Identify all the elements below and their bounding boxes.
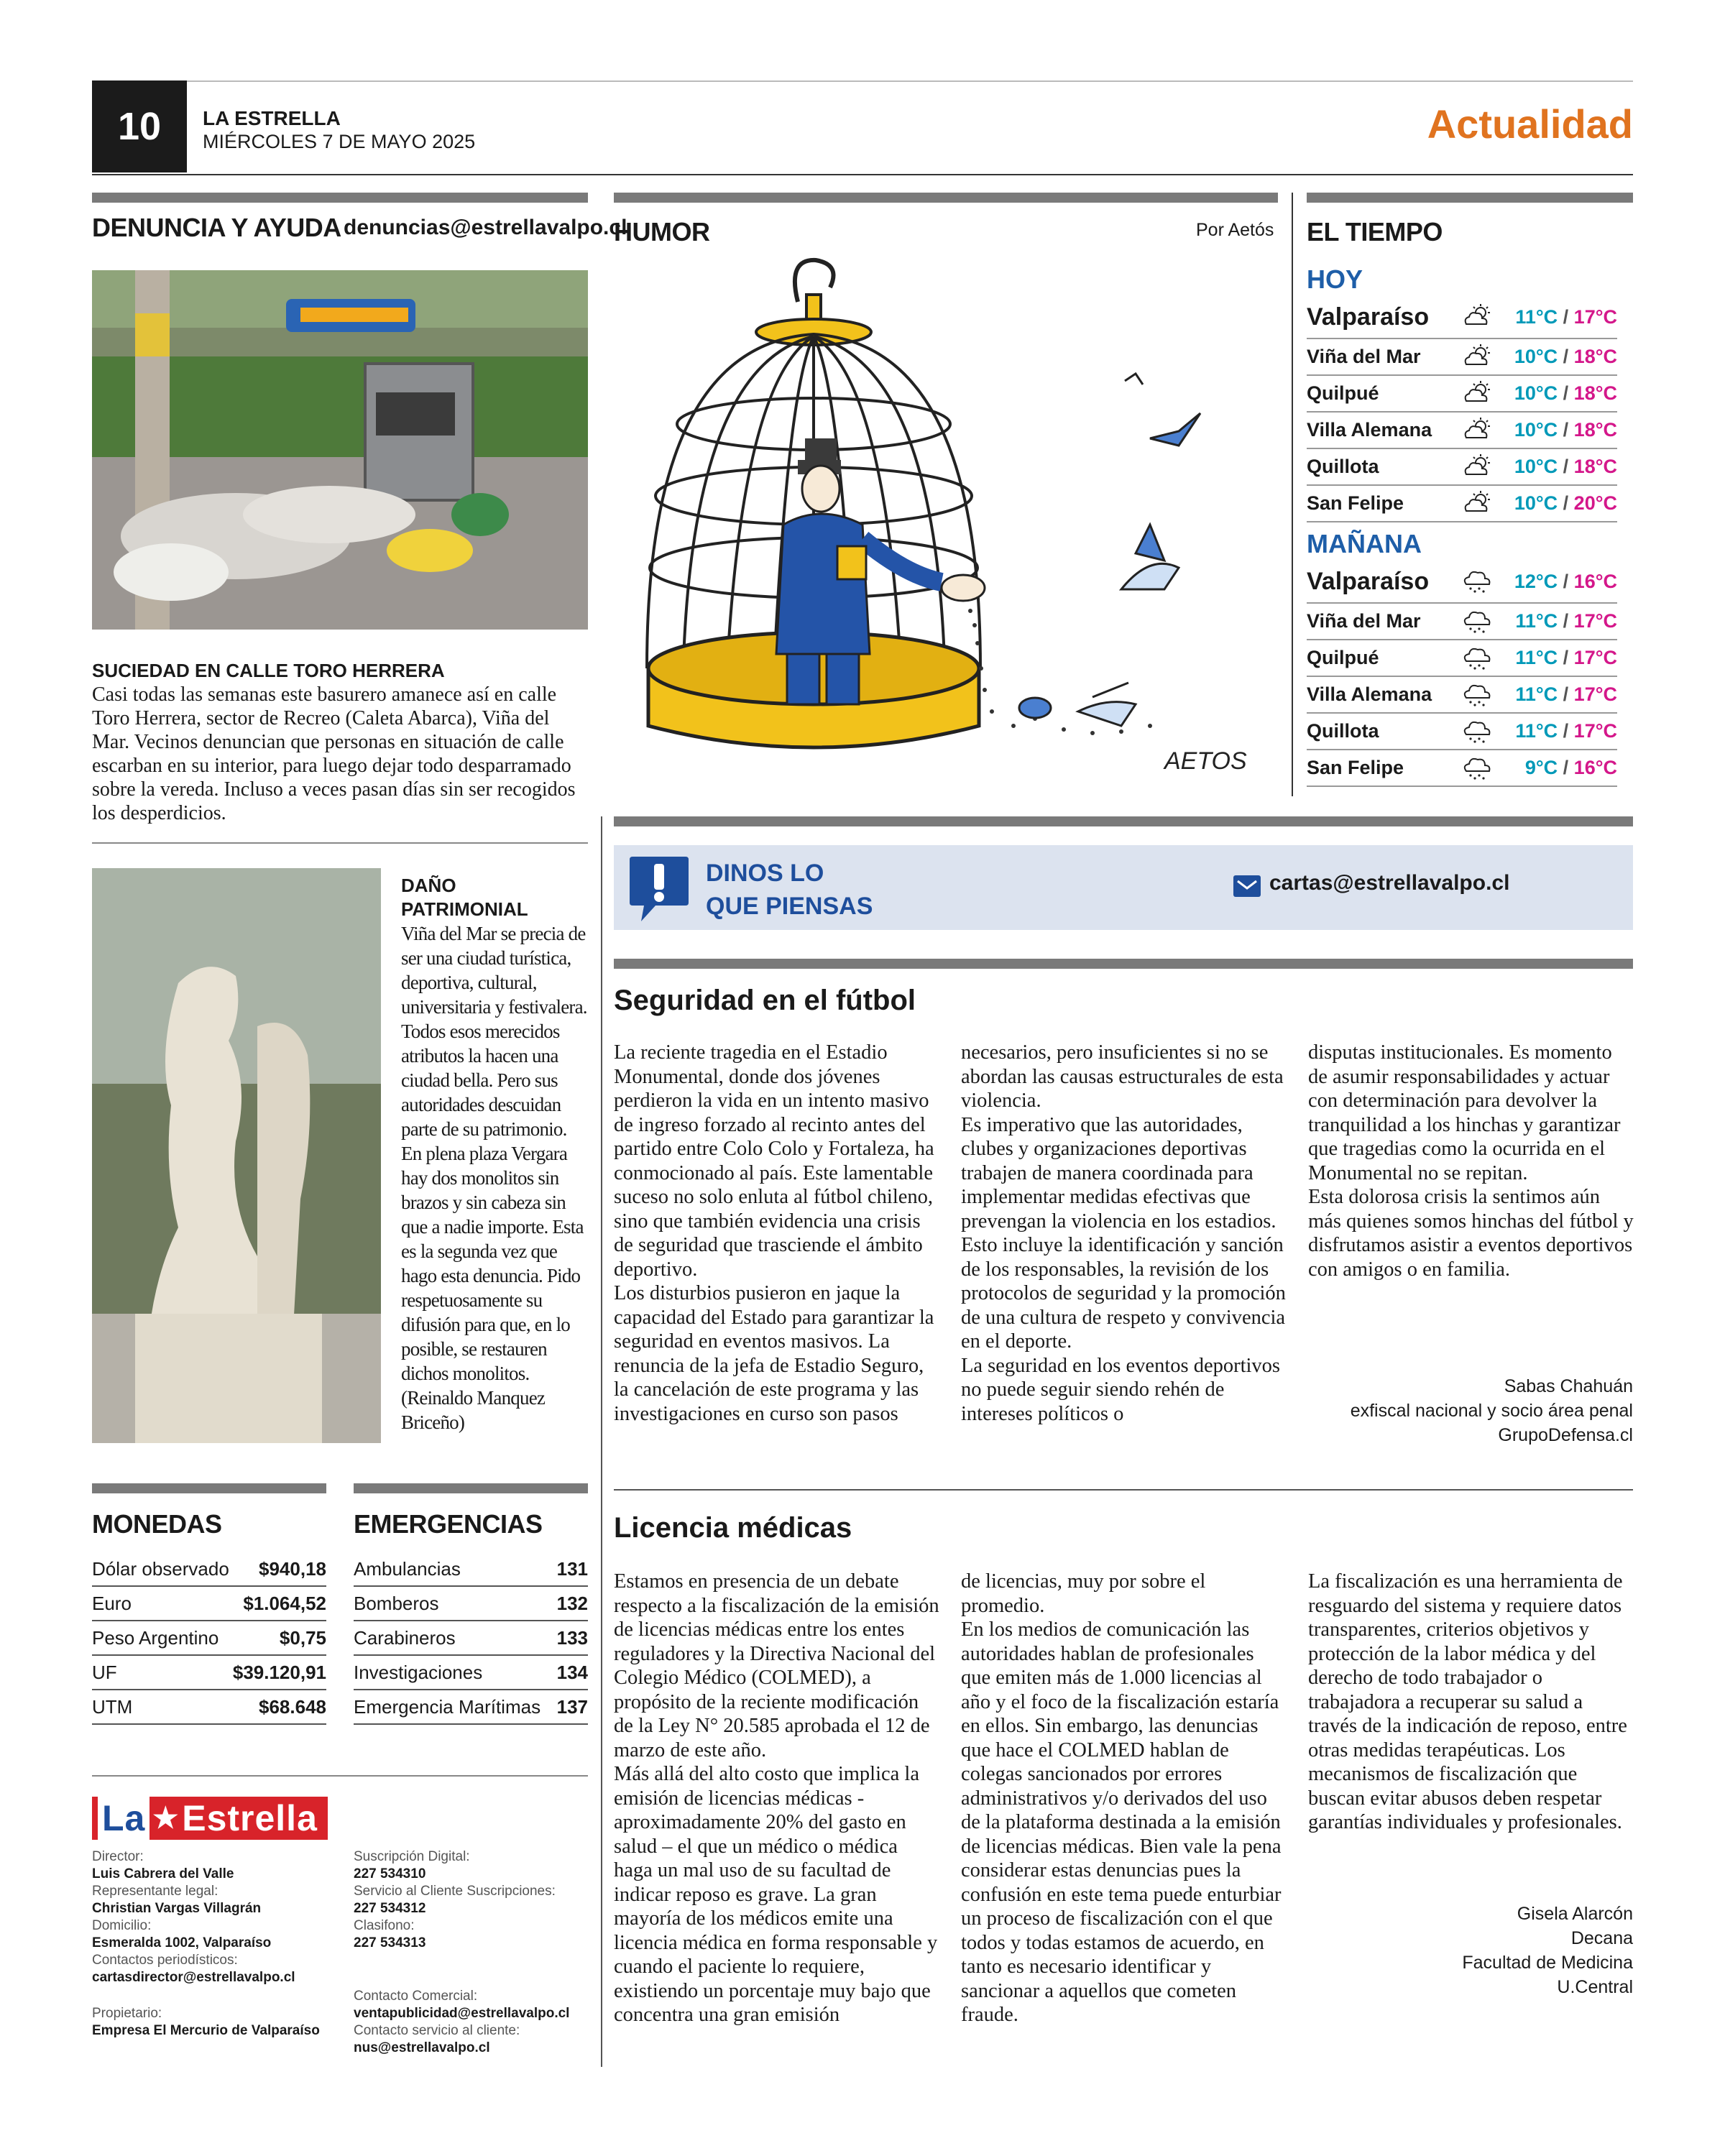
letter-column: necesarios, pero insuficientes si no se abordan las causas estructurales de esta violencia. Es imperativo que las autoridades, clubes y organizaciones deportivas trabajen de manera coordinada para implementar medidas efectivas que prevengan la violencia en los estadios. Esto incluye la identificación y sanción de los responsables, la revisión de los protocolos de seguridad y la promoción de una cultura de respeto y convivencia en el deporte. La seguridad en los eventos deportivos no puede seguir siendo rehén de intereses políticos o [961,1041,1286,1425]
temp-max: 20°C [1573,492,1617,514]
domicilio-label: Domicilio: [92,1918,152,1933]
city-name: Viña del Mar [1307,610,1421,632]
humor-byline: Por Aetós [1196,220,1274,240]
signature-role: exfiscal nacional y socio área penal [1350,1401,1633,1421]
partly-cloudy-icon [1460,416,1492,445]
temperature [1509,456,1617,478]
table-row [354,1656,588,1690]
weather-row [1307,413,1617,449]
manana-label: MAÑANA [1307,529,1422,558]
director-label: Director: [92,1849,144,1864]
city-name: Valparaíso [1307,567,1430,595]
dano-headline: DAÑO PATRIMONIAL [401,875,528,920]
dano-body: Viña del Mar se precia de ser una ciudad turística, deportiva, cultural, universitaria y festivalera. Todos esos merecidos atributos la hacen una ciudad bella. Pero sus autoridades descuidan parte de su patrimonio. En plena plaza Vergara hay dos monolitos sin brazos y sin cabeza sin que a nadie importe. Esta es la segunda vez que hago esta denuncia. Pido respetuosamente su difusión para que, en lo posible, se restauren dichos monolitos. (Reinaldo Manquez Briceño) [401,923,587,1433]
weather-row [1307,604,1617,640]
dinos-title-line1: DINOS LO [706,860,824,887]
temp-min: 10°C [1514,346,1558,367]
table-row [354,1621,588,1656]
temp-max: 16°C [1573,570,1617,592]
temperature [1509,610,1617,632]
domicilio: Esmeralda 1002, Valparaíso [92,1935,272,1950]
legal-name: Christian Vargas Villagrán [92,1901,262,1916]
temp-max: 18°C [1573,382,1617,404]
city-name: Quilpué [1307,647,1379,668]
partly-cloudy-icon [1460,343,1492,372]
humor-title: HUMOR [614,217,710,247]
city-name: Viña del Mar [1307,346,1421,367]
signature-role: Decana [1570,1928,1633,1948]
temp-separator: / [1558,720,1574,742]
temperature [1509,720,1617,742]
signature-name: Sabas Chahuán [1504,1376,1633,1396]
legal-label: Representante legal: [92,1884,218,1899]
servicio-label: Servicio al Cliente Suscripciones: [354,1884,556,1899]
temp-max: 17°C [1573,720,1617,742]
temp-max: 17°C [1573,610,1617,632]
temp-min: 10°C [1514,419,1558,441]
table-row [92,1690,326,1725]
city-name: Valparaíso [1307,303,1430,331]
currency-label: UF [92,1661,117,1683]
weather-row [1307,376,1617,413]
temp-max: 18°C [1573,419,1617,441]
table-row [354,1552,588,1587]
temp-min: 11°C [1515,610,1558,632]
temp-min: 10°C [1514,456,1558,477]
suscripcion-label: Suscripción Digital: [354,1849,470,1864]
phone-number: 134 [556,1661,588,1683]
star-icon: ★ [152,1802,180,1834]
table-row [354,1690,588,1725]
table-row [92,1552,326,1587]
letter-column: Estamos en presencia de un debate respecto a la fiscalización de la emisión de licencias médicas entre los entes reguladores y la Directiva Nacional del Colegio Médico (COLMED), a propósito de la reciente modificación de la Ley N° 20.585 aprobada el 12 de marzo de este año. Más allá del alto costo que implica la emisión de licencias médicas -aproximadamente 20% del gasto en salud – el que un médico o médica haga un mal uso de su facultad de indicar reposo es grave. La gran mayoría de los médicos emite una licencia médica en forma responsable y cuando el paciente lo requiere, existiendo un porcentaje muy bajo que concentra una gran emisión [614,1570,939,2026]
logo-la: La [98,1797,150,1840]
temp-separator: / [1558,757,1574,778]
propietario-label: Propietario: [92,2006,162,2021]
letter-column: de licencias, muy por sobre el promedio. En los medios de comunicación las autoridades hablan de profesionales que emiten más de 1.000 licencias al año y el foco de la fiscalización estaría en ellos. Sin embargo, las denuncias que hace el COLMED hablan de colegas sancionados por errores administrativos y/o derivados del uso de la plataforma destinada a la emisión de licencias médicas. Bien vale la pena considerar estas denuncias pues la confusión en este tema puede enturbiar un proceso de fiscalización con el que todos y todas estamos de acuerdo, en tanto es necesario identificar y sancionar a aquellos que cometen fraude. [961,1570,1282,2026]
partly-cloudy-icon [1460,453,1492,482]
temp-min: 9°C [1524,757,1558,778]
temperature [1509,382,1617,405]
city-name: San Felipe [1307,492,1404,514]
emergencias-title: EMERGENCIAS [354,1509,543,1539]
signature-org: GrupoDefensa.cl [1498,1425,1633,1445]
cartas-email[interactable]: cartas@estrellavalpo.cl [1269,871,1510,895]
table-row [92,1587,326,1621]
cloud-drizzle-icon [1460,644,1492,673]
letter-title: Seguridad en el fútbol [614,985,916,1016]
temp-separator: / [1558,647,1574,668]
temp-max: 18°C [1573,346,1617,367]
temp-max: 18°C [1573,456,1617,477]
temp-separator: / [1558,570,1574,592]
temp-min: 11°C [1515,720,1558,742]
weather-row [1307,677,1617,714]
cliente-label: Contacto servicio al cliente: [354,2023,520,2038]
column-divider [601,816,602,2067]
temperature [1509,571,1617,593]
signature-org: Facultad de Medicina [1462,1953,1633,1973]
currency-label: Euro [92,1592,132,1614]
weather-row [1307,449,1617,486]
emergency-table [354,1552,588,1725]
divider [92,1775,588,1777]
cloud-drizzle-icon [1460,607,1492,636]
temp-min: 10°C [1514,382,1558,404]
director-name: Luis Cabrera del Valle [92,1866,234,1881]
section-bar [1307,193,1633,203]
cloud-drizzle-icon [1460,681,1492,709]
letter-title: Licencia médicas [614,1512,852,1544]
section-title: Actualidad [1427,101,1633,147]
exclamation-bubble-icon [627,852,691,924]
weather-row [1307,714,1617,750]
temp-separator: / [1558,456,1574,477]
temperature [1509,757,1617,779]
partly-cloudy-icon [1460,379,1492,408]
phone-number: 131 [556,1557,588,1580]
monedas-title: MONEDAS [92,1509,222,1539]
cloud-drizzle-icon [1460,754,1492,783]
letter-signature [1306,1374,1633,1447]
currency-label: Peso Argentino [92,1626,219,1649]
column-divider [1292,193,1293,796]
cloud-drizzle-icon [1460,717,1492,746]
temp-separator: / [1558,419,1574,441]
mail-icon [1233,875,1261,897]
currency-value: $0,75 [279,1626,326,1649]
clasifono-phone: 227 534313 [354,1935,426,1950]
letter-signature [1306,1902,1633,1999]
temp-separator: / [1558,492,1574,514]
denuncia-headline: SUCIEDAD EN CALLE TORO HERRERA [92,660,445,681]
clasifono-label: Clasifono: [354,1918,415,1933]
contactos-email[interactable]: cartasdirector@estrellavalpo.cl [92,1970,295,1985]
bird-cage-cartoon [632,252,1279,791]
temp-min: 12°C [1514,570,1558,592]
currency-label: Dólar observado [92,1557,229,1580]
header-bottom-rule [92,174,1633,175]
temp-separator: / [1558,382,1574,404]
phone-number: 132 [556,1592,588,1614]
temperature [1509,306,1617,328]
section-bar [92,1483,326,1493]
section-bar [614,193,1278,203]
contactos-label: Contactos periodísticos: [92,1953,238,1968]
service-label: Investigaciones [354,1661,483,1683]
hoy-label: HOY [1307,264,1363,294]
currency-table [92,1552,326,1725]
header-top-rule [92,80,1633,82]
propietario: Empresa El Mercurio de Valparaíso [92,2023,320,2038]
table-row [92,1621,326,1656]
temp-min: 11°C [1515,305,1558,328]
city-name: San Felipe [1307,757,1404,778]
letter-column: disputas institucionales. Es momento de asumir responsabilidades y actuar con determinación para devolver la tranquilidad a los hinchas y garantizar que tragedias como la ocurrida en el Monumental no se repitan. Esta dolorosa crisis la sentimos aún más quienes somos hinchas del fútbol y disfrutamos asistir a eventos deportivos con amigos o en familia. [1308,1041,1634,1281]
la-estrella-logo [92,1797,328,1840]
dinos-title-line2: QUE PIENSAS [706,893,873,920]
letter-column: La reciente tragedia en el Estadio Monumental, donde dos jóvenes perdieron la vida en un intento masivo de ingreso forzado al recinto antes del partido entre Colo Colo y Fortaleza, ha conmocionado al país. Este lamentable suceso no solo enluta al fútbol chileno, sino que también evidencia una crisis de seguridad que trasciende el ámbito deportivo. Los disturbios pusieron en jaque la capacidad del Estado para garantizar la seguridad en eventos masivos. La renuncia de la jefa de Estadio Seguro, la cancelación de este programa y las investigaciones en curso son pasos [614,1041,934,1425]
temp-max: 17°C [1573,683,1617,705]
temp-max: 16°C [1573,757,1617,778]
currency-value: $1.064,52 [243,1592,326,1614]
section-bar [614,959,1633,969]
weather-row [1307,296,1617,339]
temperature [1509,346,1617,368]
weather-row [1307,750,1617,787]
signature-name: Gisela Alarcón [1517,1904,1633,1924]
temp-separator: / [1558,610,1574,632]
servicio-phone: 227 534312 [354,1901,426,1916]
cliente-email[interactable]: nus@estrellavalpo.cl [354,2040,490,2055]
city-name: Quilpué [1307,382,1379,404]
currency-value: $68.648 [259,1695,326,1718]
temp-max: 17°C [1573,647,1617,668]
currency-value: $39.120,91 [232,1661,326,1683]
comercial-label: Contacto Comercial: [354,1989,478,2004]
denuncia-body: Casi todas las semanas este basurero amanece así en calle Toro Herrera, sector de Recreo (Caleta Abarca), Viña del Mar. Vecinos denuncian que personas en situación de calle escarban en su interior, para luego dejar todo desparramado sobre la vereda. Incluso a veces pasan días sin ser recogidos los desperdicios. [92,683,576,824]
trash-photo [92,270,588,630]
letter-column: La fiscalización es una herramienta de resguardo del sistema y requiere datos transparentes, criterios objetivos y protección de la labor médica y del derecho de todo trabajador o trabajadora a recuperar su salud a través de la indicación de reposo, entre otras medidas terapéuticas. Los mecanismos de fiscalización que buscan evitar abusos deben respetar garantías individuales y profesionales. [1308,1570,1627,1833]
service-label: Emergencia Marítimas [354,1695,541,1718]
denuncia-email[interactable]: denuncias@estrellavalpo.cl [344,216,627,239]
temp-separator: / [1558,346,1574,367]
partly-cloudy-icon [1460,489,1492,518]
masthead-contacts [354,1848,591,2057]
city-name: Villa Alemana [1307,419,1432,441]
signature-org-2: U.Central [1557,1977,1633,1997]
currency-value: $940,18 [259,1557,326,1580]
temp-min: 10°C [1514,492,1558,514]
masthead-credits [92,1848,329,2040]
tiempo-title: EL TIEMPO [1307,217,1443,247]
phone-number: 137 [556,1695,588,1718]
temp-separator: / [1558,305,1574,328]
temp-separator: / [1558,683,1574,705]
section-bar [354,1483,588,1493]
issue-date: MIÉRCOLES 7 DE MAYO 2025 [203,131,476,152]
temperature [1509,492,1617,515]
temp-max: 17°C [1573,305,1617,328]
paper-name: LA ESTRELLA [203,107,341,129]
page-number: 10 [92,80,187,172]
service-label: Bomberos [354,1592,439,1614]
table-row [92,1656,326,1690]
denuncia-title: DENUNCIA Y AYUDA [92,213,341,242]
weather-row [1307,561,1617,604]
section-bar [92,193,588,203]
temperature [1509,683,1617,706]
temperature [1509,647,1617,669]
suscripcion-phone: 227 534310 [354,1866,426,1881]
cloud-drizzle-icon [1460,567,1492,596]
service-label: Ambulancias [354,1557,461,1580]
phone-number: 133 [556,1626,588,1649]
temp-min: 11°C [1515,683,1558,705]
weather-row [1307,339,1617,376]
comercial-email[interactable]: ventapublicidad@estrellavalpo.cl [354,2006,570,2021]
divider [92,842,588,844]
city-name: Quillota [1307,720,1379,742]
city-name: Villa Alemana [1307,683,1432,705]
weather-row [1307,486,1617,522]
temp-min: 11°C [1515,647,1558,668]
divider [614,1489,1633,1491]
service-label: Carabineros [354,1626,456,1649]
currency-label: UTM [92,1695,133,1718]
cartoon-signature: AETOS [1164,747,1247,775]
table-row [354,1587,588,1621]
logo-estrella: Estrella [182,1798,318,1838]
dinos-title [706,857,921,923]
weather-row [1307,640,1617,677]
partly-cloudy-icon [1460,303,1492,331]
temperature [1509,419,1617,441]
city-name: Quillota [1307,456,1379,477]
section-bar [614,816,1633,826]
statue-photo [92,868,381,1443]
